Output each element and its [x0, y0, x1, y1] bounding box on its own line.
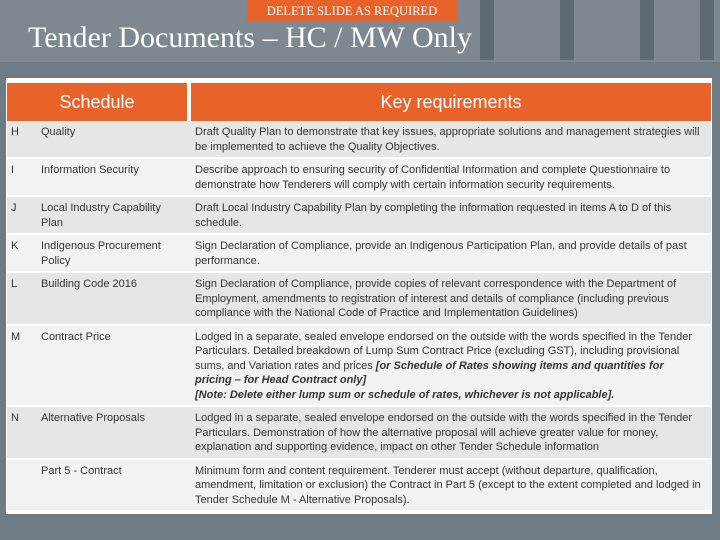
requirement-bold-text: [or Schedule of Rates showing items and quantities for pricing – for Head Contract only]: [195, 359, 664, 386]
row-schedule: Indigenous Procurement Policy: [33, 234, 189, 272]
row-schedule: Contract Price: [33, 325, 189, 407]
row-schedule: Part 5 - Contract: [33, 459, 189, 512]
schedule-header: Schedule: [7, 83, 189, 121]
row-code: I: [7, 158, 33, 196]
row-requirement: Describe approach to ensuring security of Confidential Information and complete Questionnaire to demonstrate how Tenderers will comply with certain information security requirements.: [189, 158, 711, 196]
row-schedule: Local Industry Capability Plan: [33, 196, 189, 234]
row-requirement: Minimum form and content requirement. Tenderer must accept (without departure, qualification, amendment, limitation or exclusion) the Contract in Part 5 (except to the extent completed and lodged in Tender Schedule M - Alternative Proposals).: [189, 459, 711, 512]
requirement-note: [Note: Delete either lump sum or schedule of rates, whichever is not applicable].: [195, 388, 615, 401]
table-row: [7, 406, 711, 459]
row-code: L: [7, 272, 33, 325]
page-title: Tender Documents – HC / MW Only: [28, 21, 472, 54]
row-schedule: Information Security: [33, 158, 189, 196]
row-code: M: [7, 325, 33, 407]
row-code: K: [7, 234, 33, 272]
decorative-stripe: [560, 0, 574, 60]
table-row: [7, 121, 711, 158]
row-requirement: [189, 325, 711, 407]
row-code: H: [7, 121, 33, 158]
delete-banner: DELETE SLIDE AS REQUIRED: [247, 0, 457, 22]
row-schedule: Quality: [33, 121, 189, 158]
table-row: [7, 234, 711, 272]
row-code: J: [7, 196, 33, 234]
row-code: N: [7, 406, 33, 459]
row-requirement: Draft Quality Plan to demonstrate that key issues, appropriate solutions and management strategies will be implemented to achieve the Quality Objectives.: [189, 121, 711, 158]
row-requirement: Draft Local Industry Capability Plan by completing the information requested in items A to D of this schedule.: [189, 196, 711, 234]
decorative-stripe: [480, 0, 494, 60]
table-row: [7, 158, 711, 196]
decorative-stripe: [640, 0, 654, 60]
requirements-table: [7, 83, 711, 512]
table-row: [7, 196, 711, 234]
row-requirement: Sign Declaration of Compliance, provide copies of relevant correspondence with the Department of Employment, amendments to registration of interest and details of compliance (including previous compliance with the National Code of Practice and Implementation Guidelines): [189, 272, 711, 325]
row-schedule: Building Code 2016: [33, 272, 189, 325]
row-schedule: Alternative Proposals: [33, 406, 189, 459]
row-requirement: Sign Declaration of Compliance, provide an Indigenous Participation Plan, and provide details of past performance.: [189, 234, 711, 272]
row-code: [7, 459, 33, 512]
decorative-stripe: [700, 0, 714, 60]
requirement-text: Lodged in a separate, sealed envelope endorsed on the outside with the words specified in the Tender Particulars. Detailed breakdown of Lump Sum Contract Price (excluding GST), including provisional sums, and Variation rates and prices: [195, 330, 692, 372]
table-row: [7, 272, 711, 325]
requirements-header: Key requirements: [189, 83, 711, 121]
table-row: [7, 325, 711, 407]
row-requirement: Lodged in a separate, sealed envelope endorsed on the outside with the words specified in the Tender Particulars. Demonstration of how the alternative proposal will achieve greater value for money, explanation and supporting evidence, impact on other Tender Schedule information: [189, 406, 711, 459]
table-row: [7, 459, 711, 512]
